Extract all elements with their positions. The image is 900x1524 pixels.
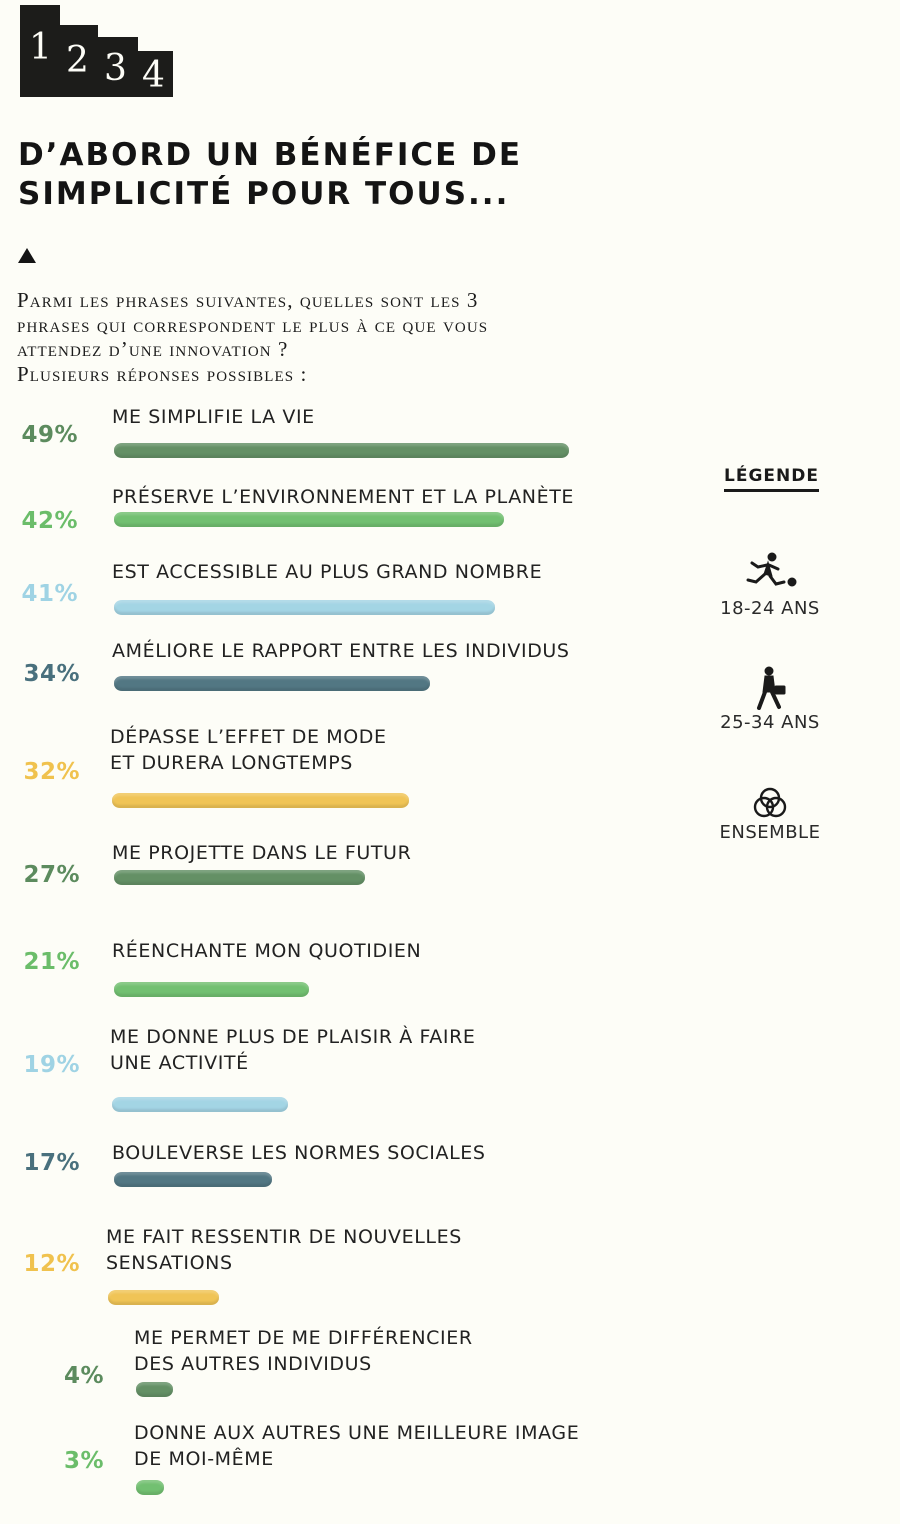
bar [114,600,495,615]
logo-digit-4: 4 [142,55,165,96]
category-label-line: ME PERMET DE ME DIFFÉRENCIER [134,1327,473,1349]
category-label-line: DONNE AUX AUTRES UNE MEILLEURE IMAGE [134,1422,580,1444]
legend-item-25-34 [690,666,850,733]
question-line-2: phrases qui correspondent le plus à ce que vous [17,312,489,337]
bar [114,982,309,997]
question-line-3: attendez d’une innovation ? [17,337,289,361]
category-label-line: UNE ACTIVITÉ [110,1052,249,1074]
bar [114,443,569,458]
bar [114,676,430,691]
category-label-line: ME PROJETTE DANS LE FUTUR [112,842,412,864]
bar [114,870,365,885]
category-label-line: ME FAIT RESSENTIR DE NOUVELLES [106,1226,462,1248]
legend-item-18-24 [690,552,850,619]
category-label [112,404,315,430]
value-label: 49% [21,422,78,448]
category-label-line: EST ACCESSIBLE AU PLUS GRAND NOMBRE [112,561,543,583]
logo-digit-3: 3 [104,48,127,89]
value-label: 3% [63,1448,104,1474]
category-label [112,484,574,510]
bar [112,793,409,808]
bar [114,1172,272,1187]
category-label-line: ME SIMPLIFIE LA VIE [112,406,315,428]
logo-digit-2: 2 [66,40,89,81]
legend-item-ensemble [690,786,850,843]
legend-title: LÉGENDE [724,466,819,492]
category-label [112,1140,486,1166]
title-line-2: SIMPLICITÉ POUR TOUS... [18,176,510,212]
category-label [110,1024,476,1076]
category-label-line: AMÉLIORE LE RAPPORT ENTRE LES INDIVIDUS [112,640,570,662]
question-line-1: Parmi les phrases suivantes, quelles sont les 3 [17,288,479,312]
runner-icon [738,552,802,596]
category-label [134,1325,473,1377]
value-label: 17% [23,1150,80,1176]
logo-1234 [20,5,175,100]
category-label [112,559,542,585]
survey-question [17,288,617,386]
category-label [110,724,387,776]
value-label: 4% [63,1363,104,1389]
category-label-line: RÉENCHANTE MON QUOTIDIEN [112,940,422,962]
category-label-line: DES AUTRES INDIVIDUS [134,1353,372,1375]
value-label: 41% [21,581,78,607]
category-label [106,1224,462,1276]
value-label: 27% [23,862,80,888]
legend-label-25-34: 25-34 ANS [720,712,820,733]
legend-label-ensemble: ENSEMBLE [719,822,821,843]
title-line-1: D’ABORD UN BÉNÉFICE DE [18,137,523,173]
legend-label-18-24: 18-24 ANS [720,598,820,619]
venn-icon [750,786,790,820]
bar [108,1290,219,1305]
bar [114,512,504,527]
value-label: 19% [23,1052,80,1078]
page-title [18,136,618,214]
value-label: 12% [23,1251,80,1277]
category-label-line: DE MOI-MÊME [134,1448,274,1470]
category-label [112,840,411,866]
bar [136,1480,164,1495]
category-label-line: ME DONNE PLUS DE PLAISIR À FAIRE [110,1026,476,1048]
category-label-line: PRÉSERVE L’ENVIRONNEMENT ET LA PLANÈTE [112,486,575,508]
value-label: 21% [23,949,80,975]
category-label [134,1420,579,1472]
logo-digit-1: 1 [29,27,52,68]
value-label: 42% [21,508,78,534]
value-label: 34% [23,661,80,687]
category-label-line: DÉPASSE L’EFFET DE MODE [110,726,387,748]
question-line-4: Plusieurs réponses possibles : [17,361,308,386]
category-label-line: BOULEVERSE LES NORMES SOCIALES [112,1142,486,1164]
bar [112,1097,288,1112]
bar [136,1382,173,1397]
category-label [112,638,570,664]
category-label-line: ET DURERA LONGTEMPS [110,752,353,774]
value-label: 32% [23,759,80,785]
category-label-line: SENSATIONS [106,1252,233,1274]
triangle-icon [18,248,36,263]
category-label [112,938,421,964]
businessman-icon [745,666,795,710]
